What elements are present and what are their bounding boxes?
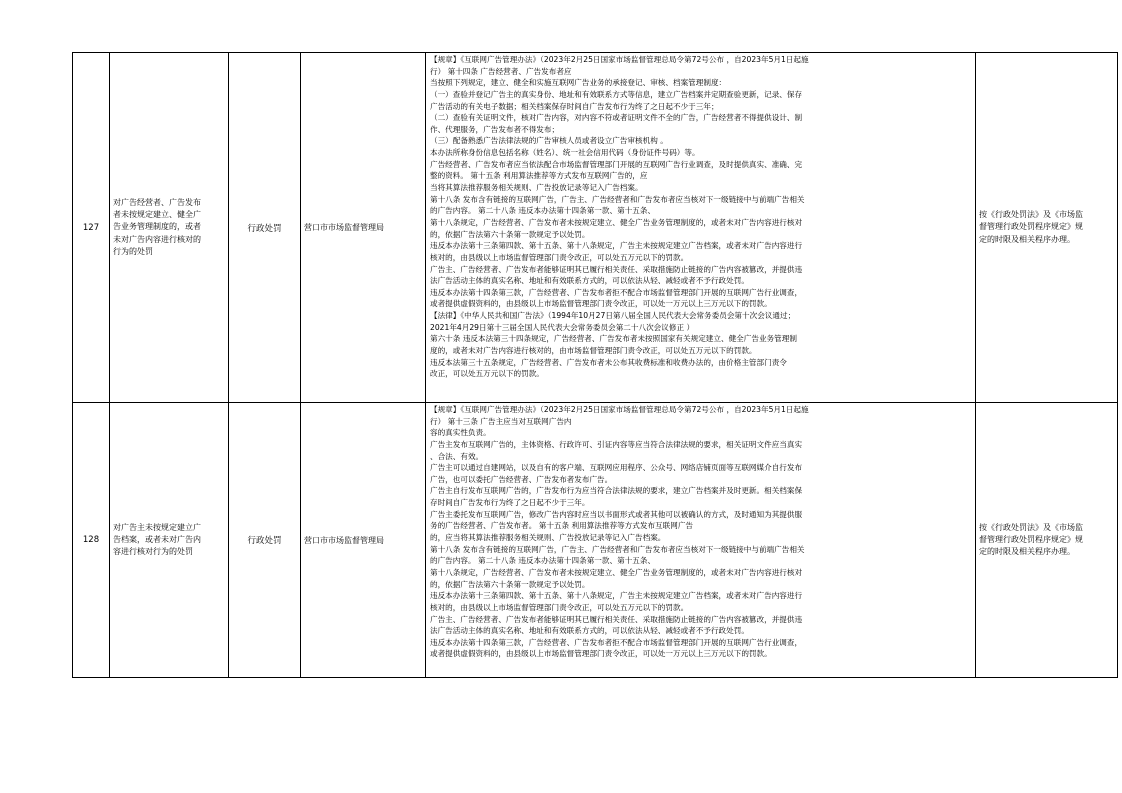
basis-line: 违反本办法第十三条第四款、第十五条、第十八条规定，广告主未按规定建立广告档案，或者未对广告内容进行 [430,241,803,251]
basis-line: 广告主发布互联网广告的，主体资格、行政许可、引证内容等应当符合法律法规的要求，相关证明文件应当真实 [430,439,803,449]
basis-line: 、合法、有效。 [430,451,484,461]
basis-line: 违反本办法第十四条第三款，广告经营者、广告发布者拒不配合市场监督管理部门开展的互联网广告行业调查， [430,637,803,647]
basis-line: 第十八条规定，广告经营者、广告发布者未按规定建立、健全广告业务管理制度的，或者未对广告内容进行核对 [430,217,803,227]
remark-line: 督管理行政处罚程序规定》规 [979,534,1083,544]
basis-line: 广告，也可以委托广告经营者、广告发布者发布广告。 [430,474,613,484]
basis-line: 第十八条 发布含有链接的互联网广告，广告主、广告经营者和广告发布者应当核对下一级链接中与前端广告相关 [430,194,805,204]
basis-line: 违反本法第三十五条规定，广告经营者、广告发布者未公布其收费标准和收费办法的，由价格主管部门责令 [430,357,787,367]
basis-line: 的，应当将其算法推荐服务相关规则、广告投放记录等记入广告档案。 [430,533,666,543]
basis-line: 【规章】《互联网广告管理办法》（2023年2月25日国家市场监督管理总局令第72号公布 ，自2023年5月1日起施 [430,405,809,414]
remark-line: 定的时限及相关程序办理。 [979,234,1075,244]
basis-line: 广告主自行发布互联网广告的，广告发布行为应当符合法律法规的要求，建立广告档案并及时更新。相关档案保 [430,486,803,496]
item-line: 对广告主未按规定建立广 [113,522,201,532]
basis-line: 广告经营者、广告发布者应当依法配合市场监督管理部门开展的互联网广告行业调查，及时提供真实、准确、完 [430,159,803,169]
implementing-agency: 营口市市场监督管理局 [301,53,426,403]
item-line: 行为的处罚 [113,246,153,256]
basis-line: （三）配备熟悉广告法律法规的广告审核人员或者设立广告审核机构 。 [430,136,668,146]
basis-line: 【规章】《互联网广告管理办法》（2023年2月25日国家市场监督管理总局令第72号公布 ，自2023年5月1日起施 [430,55,809,64]
power-type: 行政处罚 [229,53,301,403]
basis-line: （二）查验有关证明文件，核对广告内容，对内容不符或者证明文件不全的广告，广告经营者不得提供设计、制 [430,113,803,123]
table-row [73,53,1118,403]
basis-line: 广告主、广告经营者、广告发布者能够证明其已履行相关责任、采取措施防止链接的广告内容被篡改，并提供违 [430,264,803,274]
remark-line: 按《行政处罚法》及《市场监 [979,210,1083,220]
item-line: 告业务管理制度的，或者 [113,222,201,232]
basis-line: 行） 第十四条 广告经营者、广告发布者应 [430,66,572,76]
remark [976,53,1118,403]
basis-line: 整的资料。 第十五条 利用算法推荐等方式发布互联网广告的，应 [430,171,648,181]
basis-line: 务的广告经营者、广告发布者。 第十五条 利用算法推荐等方式发布互联网广告 [430,521,694,531]
basis-line: 第十八条 发布含有链接的互联网广告，广告主、广告经营者和广告发布者应当核对下一级链接中与前端广告相关 [430,544,805,554]
basis-line: 核对的，由县级以上市场监督管理部门责令改正，可以处五万元以下的罚款。 [430,602,689,612]
basis-line: 2021年4月29日第十三届全国人民代表大会常务委员会第二十八次会议修正 ） [430,322,695,332]
legal-basis [426,403,976,678]
basis-line: 违反本办法第十三条第四款、第十五条、第十八条规定，广告主未按规定建立广告档案，或者未对广告内容进行 [430,591,803,601]
basis-line: 广告活动的有关电子数据；相关档案保存时间自广告发布行为终了之日起不少于三年； [430,101,719,111]
basis-line: 存时间自广告发布行为终了之日起不少于三年。 [430,498,590,508]
item-line: 者未按规定建立、健全广 [113,210,201,220]
basis-line: 度的，或者未对广告内容进行核对的，由市场监督管理部门责令改正，可以处五万元以下的罚款。 [430,346,757,356]
basis-line: 改正，可以处五万元以下的罚款。 [430,369,544,379]
basis-line: 的，依据广告法第六十条第一款规定予以处罚。 [430,229,590,239]
remark-line: 定的时限及相关程序办理。 [979,547,1075,557]
penalty-item [110,53,229,403]
basis-line: 核对的，由县级以上市场监督管理部门责令改正，可以处五万元以下的罚款。 [430,252,689,262]
basis-line: 当按照下列规定，建立、健全和实施互联网广告业务的承接登记、审核、档案管理制度： [430,78,727,88]
implementing-agency: 营口市市场监督管理局 [301,403,426,678]
basis-line: 的广告内容。 第二十八条 违反本办法第十四条第一款、第十五条、 [430,556,656,566]
basis-line: 第六十条 违反本法第三十四条规定，广告经营者、广告发布者未按照国家有关规定建立、健全广告业务管理制 [430,334,797,344]
basis-line: （一）查验并登记广告主的真实身份、地址和有效联系方式等信息，建立广告档案并定期查验更新，记录、保存 [430,89,803,99]
basis-line: 第十八条规定，广告经营者、广告发布者未按规定建立、健全广告业务管理制度的，或者未对广告内容进行核对 [430,567,803,577]
row-number: 127 [73,53,110,403]
basis-line: 法广告活动主体的真实名称、地址和有效联系方式的，可以依法从轻、减轻或者不予行政处罚。 [430,276,749,286]
basis-line: 作、代理服务，广告发布者不得发布； [430,124,560,134]
basis-line: 或者提供虚假资料的，由县级以上市场监督管理部门责令改正，可以处一万元以上三万元以下的罚款。 [430,299,772,309]
basis-line: 行） 第十三条 广告主应当对互联网广告内 [430,416,572,426]
item-line: 容进行核对行为的处罚 [113,547,193,557]
item-line: 告档案，或者未对广告内 [113,534,201,544]
basis-line: 广告主、广告经营者、广告发布者能够证明其已履行相关责任、采取措施防止链接的广告内容被篡改，并提供违 [430,614,803,624]
basis-line: 的广告内容。 第二十八条 违反本办法第十四条第一款、第十五条、 [430,206,656,216]
basis-line: 违反本办法第十四条第三款，广告经营者、广告发布者拒不配合市场监督管理部门开展的互联网广告行业调查， [430,287,803,297]
basis-line: 的，依据广告法第六十条第一款规定予以处罚。 [430,579,590,589]
item-line: 未对广告内容进行核对的 [113,234,201,244]
table-row [73,403,1118,678]
item-line: 对广告经营者、广告发布 [113,197,201,207]
remark [976,403,1118,678]
remark-line: 督管理行政处罚程序规定》规 [979,222,1083,232]
basis-line: 或者提供虚假资料的，由县级以上市场监督管理部门责令改正，可以处一万元以上三万元以下的罚款。 [430,649,772,659]
power-type: 行政处罚 [229,403,301,678]
regulation-table [72,52,1118,678]
basis-line: 广告主可以通过自建网站，以及自有的客户端、互联网应用程序、公众号、网络店铺页面等互联网媒介自行发布 [430,463,803,473]
penalty-item [110,403,229,678]
basis-line: 法广告活动主体的真实名称、地址和有效联系方式的，可以依法从轻、减轻或者不予行政处罚。 [430,626,749,636]
remark-line: 按《行政处罚法》及《市场监 [979,522,1083,532]
legal-basis [426,53,976,403]
row-number: 128 [73,403,110,678]
basis-line: 广告主委托发布互联网广告，修改广告内容时应当以书面形式或者其他可以被确认的方式，及时通知为其提供服 [430,509,803,519]
basis-line: 本办法所称身份信息包括名称（姓名）、统一社会信用代码（身份证件号码）等。 [430,148,700,158]
basis-line: 【法律】《中华人民共和国广告法》（1994年10月27日第八届全国人民代表大会常务委员会第十次会议通过； [430,311,796,321]
basis-line: 当将其算法推荐服务相关规则、广告投放记录等记入广告档案。 [430,183,643,193]
basis-line: 容的真实性负责。 [430,428,491,438]
